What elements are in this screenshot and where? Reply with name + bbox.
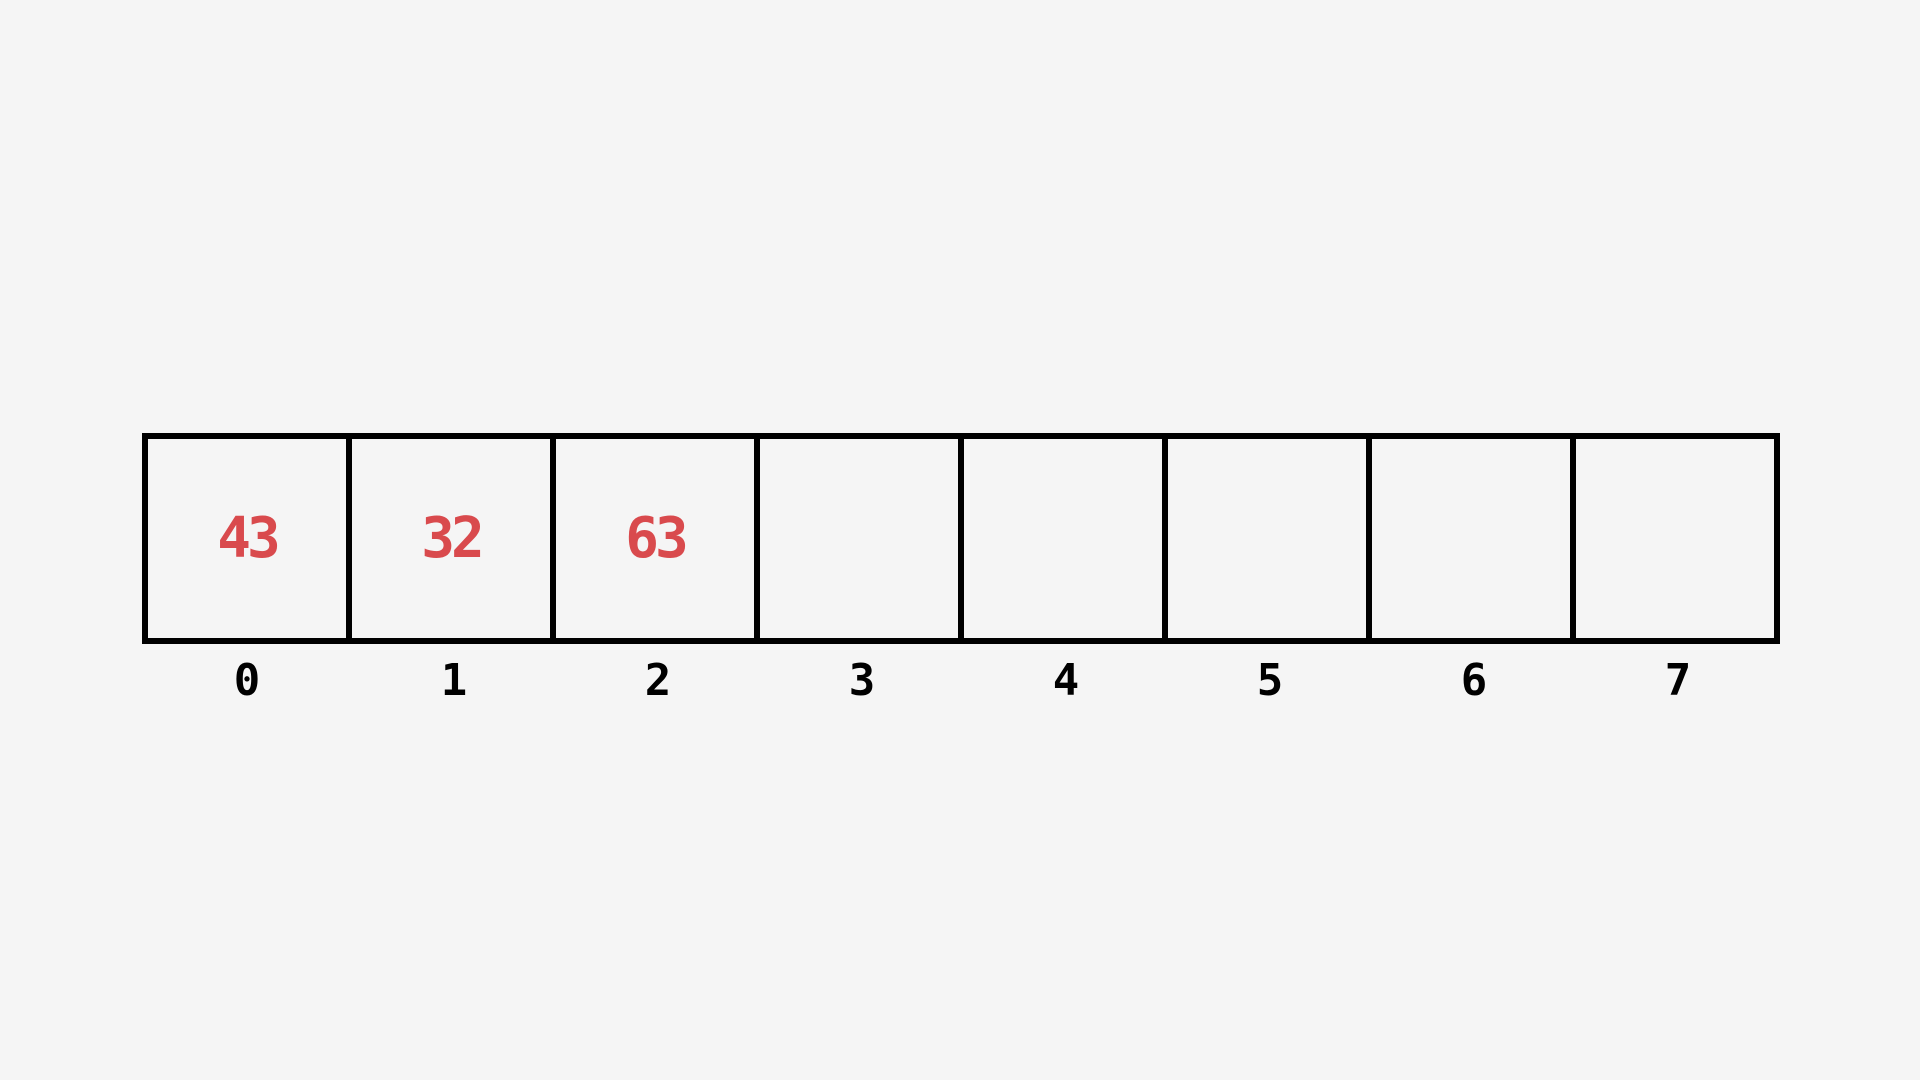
array-cell	[352, 433, 556, 644]
array-cell	[1576, 433, 1780, 644]
array-cell	[1372, 433, 1576, 644]
cell-value: 43	[217, 506, 277, 571]
array-index-labels	[142, 655, 1780, 706]
index-label: 7	[1664, 655, 1692, 706]
index-label: 1	[440, 655, 468, 706]
cell-value: 63	[625, 506, 685, 571]
array-diagram	[142, 433, 1780, 644]
array-cell	[148, 433, 352, 644]
index-label: 2	[644, 655, 672, 706]
index-label: 5	[1256, 655, 1284, 706]
array-cell	[1168, 433, 1372, 644]
array-cell	[760, 433, 964, 644]
index-label: 6	[1460, 655, 1488, 706]
array-cell	[556, 433, 760, 644]
index-label: 0	[233, 655, 261, 706]
cell-value: 32	[421, 506, 481, 571]
index-label: 3	[848, 655, 876, 706]
array-cell	[964, 433, 1168, 644]
index-label: 4	[1052, 655, 1080, 706]
